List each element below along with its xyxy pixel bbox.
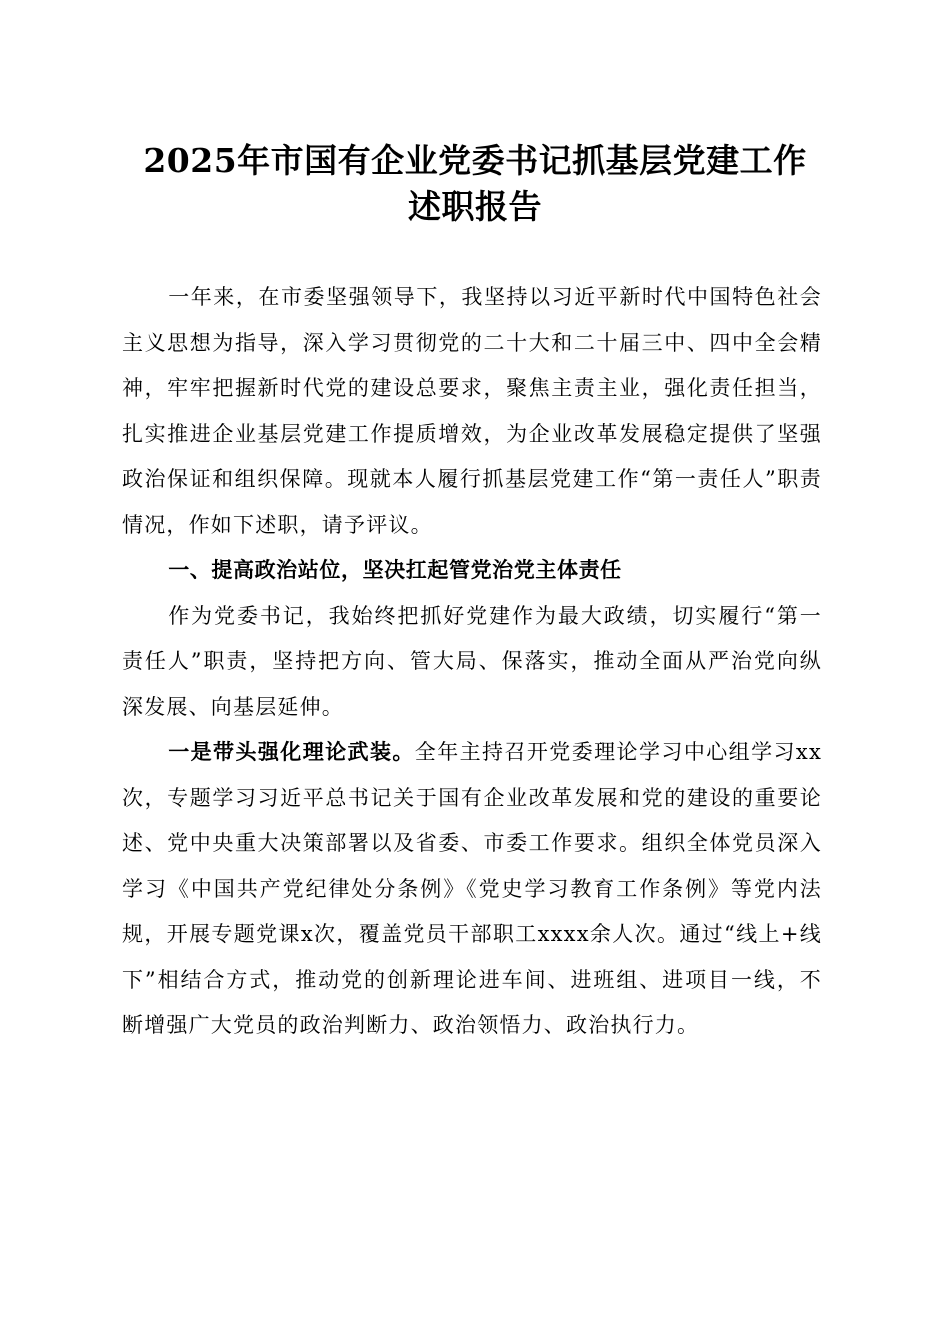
document-body — [122, 275, 822, 1049]
point-1-body: 全年主持召开党委理论学习中心组学习xx次，专题学习习近平总书记关于国有企业改革发展和党的建设的重要论述、党中央重大决策部署以及省委、市委工作要求。组织全体党员深入学习《中国共产党纪律处分条例》《党史学习教育工作条例》等党内法规，开展专题党课x次，覆盖党员干部职工xxxx余人次。通过“线上+线下”相结合方式，推动党的创新理论进车间、进班组、进项目一线，不断增强广大党员的政治判断力、政治领悟力、政治执行力。 — [122, 740, 822, 1037]
point-1-paragraph — [122, 730, 822, 1049]
intro-paragraph: 一年来，在市委坚强领导下，我坚持以习近平新时代中国特色社会主义思想为指导，深入学习贯彻党的二十大和二十届三中、四中全会精神，牢牢把握新时代党的建设总要求，聚焦主责主业，强化责任担当，扎实推进企业基层党建工作提质增效，为企业改革发展稳定提供了坚强政治保证和组织保障。现就本人履行抓基层党建工作“第一责任人”职责情况，作如下述职，请予评议。 — [122, 285, 822, 537]
section-1-intro-paragraph: 作为党委书记，我始终把抓好党建作为最大政绩，切实履行“第一责任人”职责，坚持把方向、管大局、保落实，推动全面从严治党向纵深发展、向基层延伸。 — [122, 603, 822, 719]
document-title-line-2: 述职报告 — [408, 187, 542, 226]
section-1-heading: 一、提高政治站位，坚决扛起管党治党主体责任 — [168, 558, 622, 582]
point-1-lead: 一是带头强化理论武装。 — [168, 740, 415, 764]
document-title-line-1: 2025年市国有企业党委书记抓基层党建工作 — [143, 141, 807, 180]
